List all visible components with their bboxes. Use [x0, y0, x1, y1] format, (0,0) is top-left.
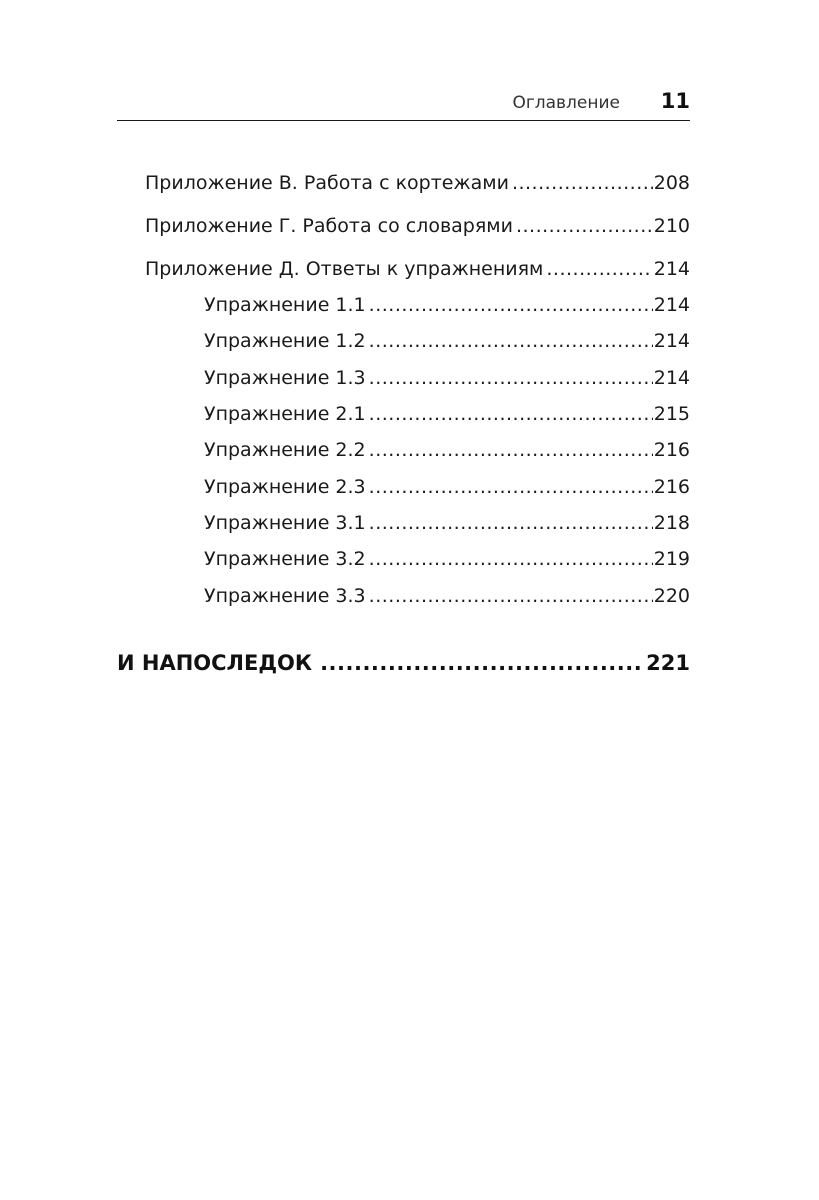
toc-leader-dots	[369, 403, 653, 425]
toc-leader-dots	[369, 548, 653, 570]
toc-entry-page: 210	[653, 215, 690, 237]
toc-leader-dots	[320, 651, 640, 675]
toc-entry-page: 214	[653, 330, 690, 352]
toc-entry-page: 215	[653, 403, 690, 425]
toc-entry-label: Упражнение 2.3	[204, 476, 366, 498]
toc-entry-final-chapter[interactable]	[117, 651, 690, 675]
toc-entry-exercise-2-1[interactable]	[204, 403, 690, 425]
toc-entry-exercise-1-1[interactable]	[204, 294, 690, 316]
toc-entry-exercise-2-2[interactable]	[204, 439, 690, 461]
toc-leader-dots	[512, 172, 653, 194]
toc-entry-page: 214	[653, 294, 690, 316]
toc-leader-dots	[369, 585, 653, 607]
toc-entry-page: 219	[653, 548, 690, 570]
toc-leader-dots	[369, 476, 653, 498]
toc-entry-page: 216	[653, 476, 690, 498]
toc-entry-label: Приложение Г. Работа со словарями	[145, 215, 513, 237]
toc-entry-exercise-3-3[interactable]	[204, 585, 690, 607]
toc-entry-label: Приложение Д. Ответы к упражнениям	[145, 258, 544, 280]
toc-entry-page: 214	[653, 258, 690, 280]
toc-entry-label: Упражнение 1.1	[204, 294, 366, 316]
toc-entry-label: Упражнение 2.1	[204, 403, 366, 425]
toc-entry-appendix-d[interactable]	[145, 258, 690, 280]
toc-entry-page: 220	[653, 585, 690, 607]
toc-leader-dots	[369, 330, 653, 352]
toc-leader-dots	[369, 439, 653, 461]
toc-entry-exercise-3-2[interactable]	[204, 548, 690, 570]
toc-leader-dots	[369, 294, 653, 316]
toc-entry-page: 218	[653, 512, 690, 534]
toc-entry-label: Упражнение 1.3	[204, 367, 366, 389]
toc-entry-page: 216	[653, 439, 690, 461]
running-header	[117, 88, 690, 121]
toc-entry-label: Упражнение 3.1	[204, 512, 366, 534]
toc-entry-label: Приложение В. Работа с кортежами	[145, 172, 509, 194]
header-page-number: 11	[660, 89, 690, 113]
toc-entry-label: Упражнение 3.2	[204, 548, 366, 570]
toc-leader-dots	[516, 215, 653, 237]
toc-leader-dots	[369, 367, 653, 389]
toc-leader-dots	[546, 258, 652, 280]
toc-entry-exercise-1-2[interactable]	[204, 330, 690, 352]
toc-entry-label: Упражнение 3.3	[204, 585, 366, 607]
toc-entry-exercise-3-1[interactable]	[204, 512, 690, 534]
toc-leader-dots	[369, 512, 653, 534]
toc-entry-exercise-1-3[interactable]	[204, 367, 690, 389]
toc-entry-label: Упражнение 1.2	[204, 330, 366, 352]
toc-entry-page: 221	[646, 651, 690, 675]
toc-entry-label: Упражнение 2.2	[204, 439, 366, 461]
toc-entry-exercise-2-3[interactable]	[204, 476, 690, 498]
header-title: Оглавление	[512, 93, 620, 113]
toc-entry-label: И НАПОСЛЕДОК	[117, 651, 313, 675]
toc-entry-page: 214	[653, 367, 690, 389]
toc-entry-appendix-g[interactable]	[145, 215, 690, 237]
toc-entry-page: 208	[653, 172, 690, 194]
toc-entry-appendix-v[interactable]	[145, 172, 690, 194]
